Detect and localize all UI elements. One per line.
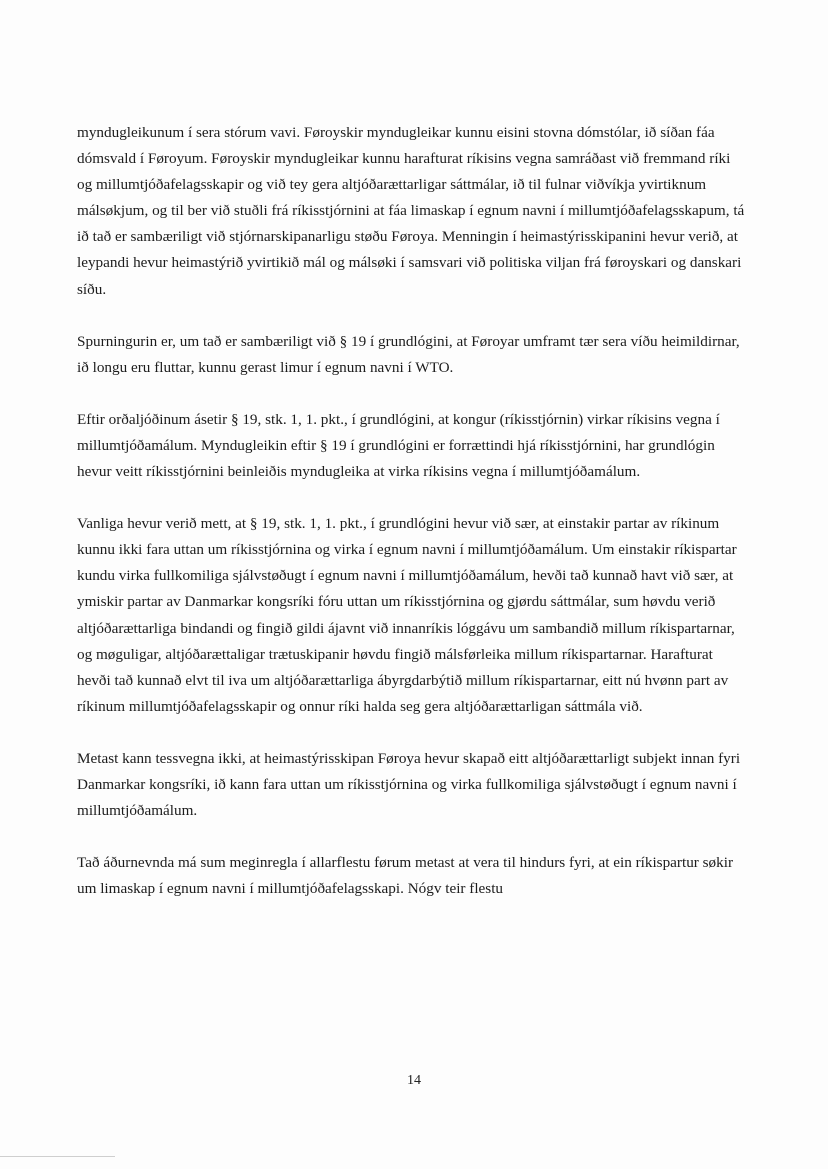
paragraph-2: Spurningurin er, um tað er sambæriligt við § 19 í grundlógini, at Føroyar umframt tær sera víðu heimildirnar, ið longu eru fluttar, kunnu gerast limur í egnum navni í WTO. xyxy=(77,332,740,376)
paragraph-5: Metast kann tessvegna ikki, at heimastýrisskipan Føroya hevur skapað eitt altjóðarættarligt subjekt innan fyri Danmarkar kongsríki, ið kann fara uttan um ríkisstjórnina og virka fullkomiliga sjálvstøðugt í egnum navni í millumtjóðamálum. xyxy=(77,749,741,820)
scan-edge-line xyxy=(0,1156,115,1157)
paragraph-4: Vanliga hevur verið mett, at § 19, stk. 1, 1. pkt., í grundlógini hevur við sær, at einstakir partar av ríkinum kunnu ikki fara uttan um ríkisstjórnina og virka í egnum navni í millumtjóðamálum. Um einstakir ríkispartar kundu virka fullkomiliga sjálvstøðugt í egnum navni í millumtjóðamálum, hevði tað kunnað havt við sær, at ymiskir partar av Danmarkar kongsríki fóru uttan um ríkisstjórnina og gjørdu sáttmálar, sum høvdu verið altjóðarættarliga bindandi og fingið gildi ájavnt við innanríkis lóggávu um sambandið millum ríkispartarnar, og møguligar, altjóðarættaligar trætuskipanir høvdu fingið málsførleika millum ríkispartarnar. Harafturat hevði tað kunnað elvt til iva um altjóðarættarliga ábyrgdarbýtið millum ríkispartarnar, eitt nú hvønn part av ríkinum millumtjóðafelagsskapir og onnur ríki halda seg gera altjóðarættarligan sáttmála við. xyxy=(77,515,737,715)
document-body xyxy=(77,120,749,928)
paragraph-3: Eftir orðaljóðinum ásetir § 19, stk. 1, 1. pkt., í grundlógini, at kongur (ríkisstjórnin) virkar ríkisins vegna í millumtjóðamálum. Myndugleikin eftir § 19 í grundlógini er forrættindi hjá ríkisstjórnini, har grundlógin hevur veitt ríkisstjórnini beinleiðis myndugleika at virka ríkisins vegna í millumtjóðamálum. xyxy=(77,410,720,481)
paragraph-6: Tað áðurnevnda má sum meginregla í allarflestu førum metast at vera til hindurs fyri, at ein ríkispartur søkir um limaskap í egnum navni í millumtjóðafelagsskapi. Nógv teir flestu xyxy=(77,854,734,898)
page-number: 14 xyxy=(407,1073,421,1088)
paragraph-1: myndugleikunum í sera stórum vavi. Føroyskir myndugleikar kunnu eisini stovna dómstólar, ið síðan fáa dómsvald í Føroyum. Føroyskir myndugleikar kunnu harafturat ríkisins vegna samráðast við fremmand ríki og millumtjóðafelagsskapir og við tey gera altjóðarættarligar sáttmálar, ið til fulnar viðvíkja yvirtiknum málsøkjum, og til ber við stuðli frá ríkisstjórnini at fáa limaskap í egnum navni í millumtjóðafelagsskapum, tá ið tað er sambæriligt við stjórnarskipanarligu støðu Føroya. Menningin í heimastýrisskipanini hevur verið, at leypandi hevur heimastýrið yvirtikið mál og málsøki í samsvari við politiska viljan frá føroyskari og danskari síðu. xyxy=(77,124,745,298)
